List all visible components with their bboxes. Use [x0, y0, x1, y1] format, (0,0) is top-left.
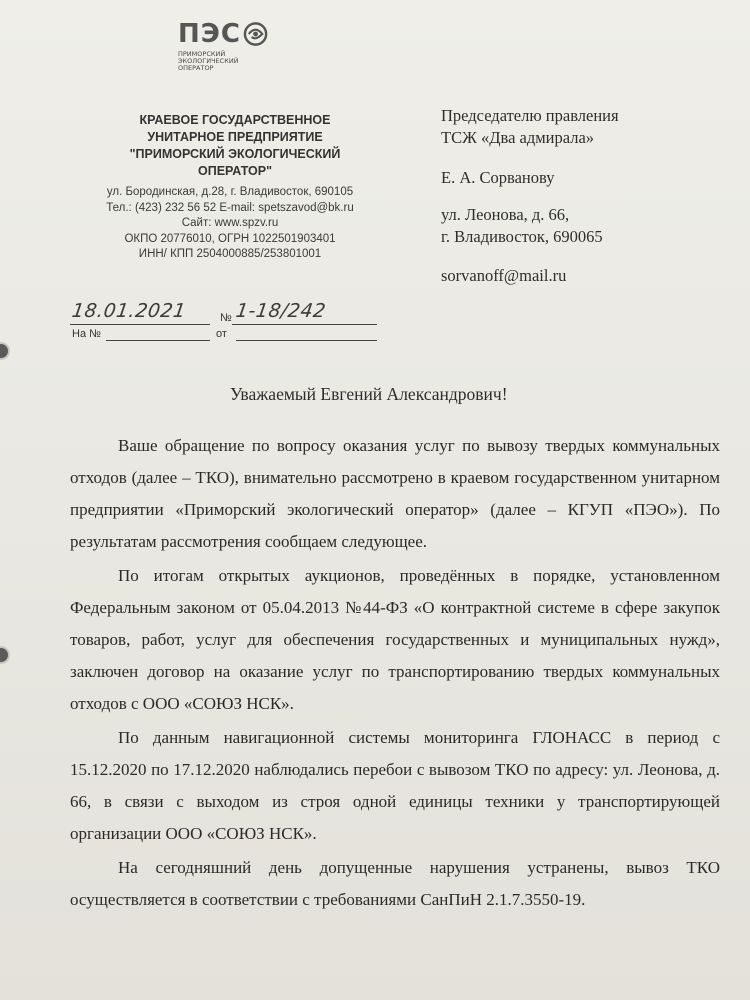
registration-block [70, 300, 390, 350]
paragraph: По итогам открытых аукционов, проведённых в порядке, установленном Федеральным законом от 05.04.2013 №44-ФЗ «О контрактной системе в сфере закупок товаров, работ, услуг для обеспечения государственных и муниципальных нужд», заключен договор на оказание услуг по транспортированию твердых коммунальных отходов с ООО «СОЮЗ НСК». [70, 566, 720, 713]
org-line: КРАЕВОЕ ГОСУДАРСТВЕННОЕ [139, 113, 331, 127]
reference-date-line [236, 340, 377, 341]
org-line: "ПРИМОРСКИЙ ЭКОЛОГИЧЕСКИЙ [129, 147, 341, 161]
reference-number-label: На № [72, 328, 101, 340]
reference-number-line [106, 340, 210, 341]
outgoing-date: 18.01.2021 [70, 300, 188, 322]
contact-line: ОКПО 20776010, ОГРН 1022501903401 [124, 232, 336, 245]
reference-date-label: от [216, 328, 227, 340]
contact-line: ул. Бородинская, д.28, г. Владивосток, 690105 [106, 186, 354, 198]
org-line: УНИТАРНОЕ ПРЕДПРИЯТИЕ [147, 130, 323, 144]
paragraph: По данным навигационной системы мониторинга ГЛОНАСС в период с 15.12.2020 по 17.12.2020 наблюдались перебои с вывозом ТКО по адресу: ул. Леонова, д. 66, в связи с выходом из строя одной единицы техники у транспортирующей организации ООО «СОЮЗ НСК». [70, 728, 720, 843]
recipient-org: ТСЖ «Два адмирала» [441, 128, 595, 147]
recipient-name: Е. А. Сорванову [441, 168, 555, 187]
recipient-title: Председателю правления [441, 106, 619, 125]
greeting: Уважаемый Евгений Александрович! [230, 384, 508, 404]
logo-swirl-icon [243, 21, 268, 47]
date-underline [70, 324, 210, 325]
recipient-address-city: г. Владивосток, 690065 [441, 227, 603, 246]
outgoing-number: 1-18/242 [234, 300, 328, 322]
logo [178, 20, 268, 72]
number-sign: № [220, 312, 232, 324]
binder-hole [0, 648, 8, 662]
logo-mark: ПЭС [178, 19, 241, 49]
contact-line: Тел.: (423) 232 56 52 E-mail: spetszavod@bk.ru [106, 201, 354, 214]
binder-hole [0, 344, 8, 358]
contact-line: Сайт: www.spzv.ru [181, 217, 279, 229]
paragraph: Ваше обращение по вопросу оказания услуг по вывозу твердых коммунальных отходов (далее – ТКО), внимательно рассмотрено в краевом государственном унитарном предприятии «Приморский экологический оператор» (далее – КГУП «ПЭО»). По результатам рассмотрения сообщаем следующее. [70, 436, 720, 551]
logo-caption: ПРИМОРСКИЙ ЭКОЛОГИЧЕСКИЙ ОПЕРАТОР [178, 50, 239, 72]
letter-body [70, 430, 720, 918]
paragraph: На сегодняшний день допущенные нарушения устранены, вывоз ТКО осуществляется в соответствии с требованиями СанПиН 2.1.7.3550-19. [70, 858, 720, 909]
recipient-email: sorvanoff@mail.ru [441, 266, 567, 285]
sender-organization [80, 112, 390, 180]
sender-contacts [75, 185, 385, 263]
contact-line: ИНН/ КПП 2504000885/253801001 [138, 248, 322, 260]
number-underline [232, 324, 377, 325]
org-line: ОПЕРАТОР" [198, 164, 272, 178]
recipient-address-street: ул. Леонова, д. 66, [441, 205, 570, 224]
